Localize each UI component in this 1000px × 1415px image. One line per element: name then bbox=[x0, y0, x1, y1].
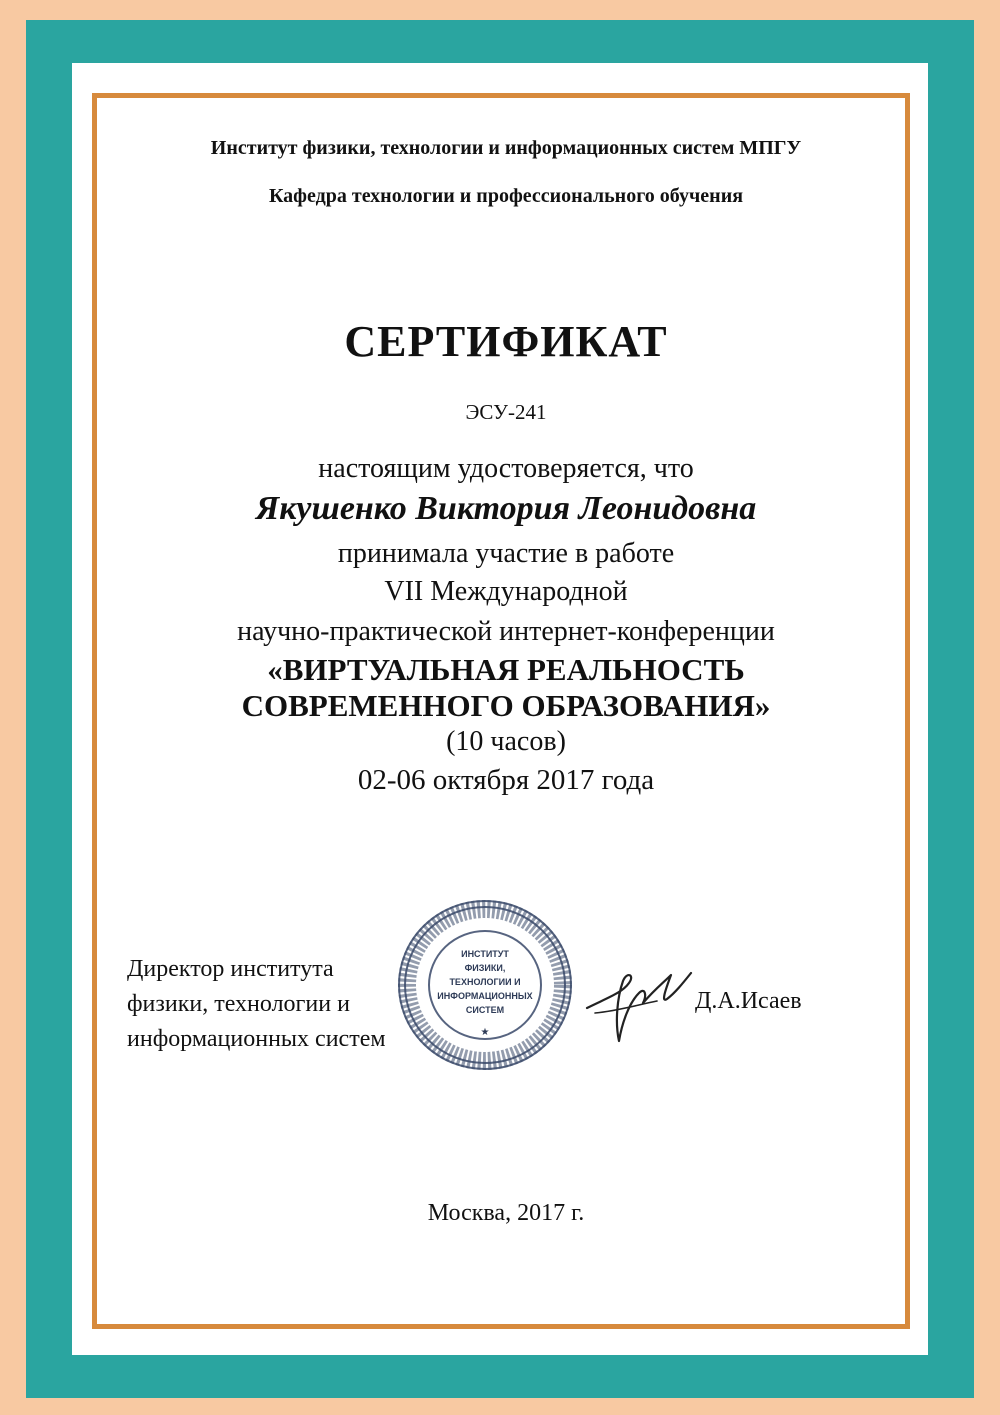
stamp-line-2: ФИЗИКИ, bbox=[464, 963, 506, 973]
conference-ordinal: VII Международной bbox=[384, 576, 628, 607]
place-and-year: Москва, 2017 г. bbox=[427, 1200, 585, 1226]
certificate-mat bbox=[72, 63, 928, 1355]
participation-text: принимала участие в работе bbox=[337, 538, 675, 569]
course-hours: (10 часов) bbox=[446, 726, 566, 757]
conference-name-line2: СОВРЕМЕННОГО ОБРАЗОВАНИЯ» bbox=[241, 688, 771, 723]
stamp-line-1: ИНСТИТУТ bbox=[461, 949, 509, 959]
conference-name-line1: «ВИРТУАЛЬНАЯ РЕАЛЬНОСТЬ bbox=[267, 652, 745, 687]
signer-position-line2: физики, технологии и bbox=[127, 991, 350, 1017]
certification-intro: настоящим удостоверяется, что bbox=[318, 453, 694, 484]
signer-position-line3: информационных систем bbox=[127, 1026, 386, 1052]
stamp-line-3: ТЕХНОЛОГИИ И bbox=[449, 977, 521, 987]
conference-dates: 02-06 октября 2017 года bbox=[357, 764, 655, 796]
recipient-name: Якушенко Виктория Леонидовна bbox=[255, 490, 757, 527]
conference-type: научно-практической интернет-конференции bbox=[237, 616, 775, 647]
department-heading: Кафедра технологии и профессионального обучения bbox=[268, 185, 744, 207]
certificate-number: ЭСУ-241 bbox=[465, 400, 547, 424]
stamp-line-5: СИСТЕМ bbox=[465, 1005, 505, 1015]
signer-name: Д.А.Исаев bbox=[695, 988, 802, 1014]
stamp-star-icon: ★ bbox=[480, 1027, 490, 1038]
certificate-body bbox=[92, 93, 910, 1329]
signer-position-line1: Директор института bbox=[127, 956, 334, 982]
institute-heading: Институт физики, технологии и информационных систем МПГУ bbox=[210, 137, 802, 159]
outer-frame bbox=[26, 20, 974, 1398]
certificate-title: СЕРТИФИКАТ bbox=[344, 317, 668, 366]
signature-icon bbox=[567, 953, 707, 1053]
stamp-line-4: ИНФОРМАЦИОННЫХ bbox=[437, 991, 533, 1001]
